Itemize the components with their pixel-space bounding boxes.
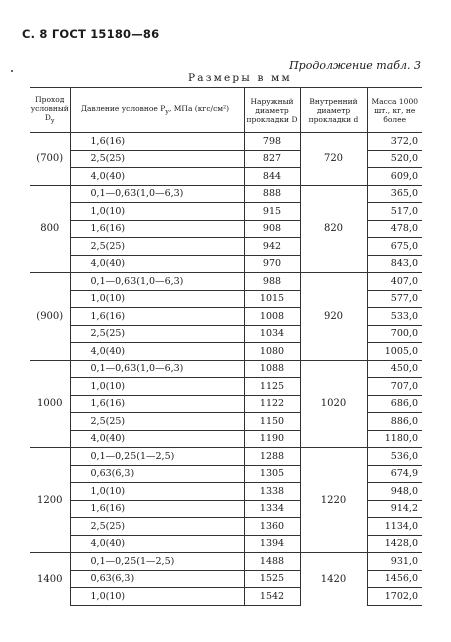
mass-cell: 533,0 (367, 308, 422, 326)
outer-diameter-cell: 908 (244, 220, 300, 238)
scan-speck (11, 70, 13, 72)
outer-diameter-cell: 888 (244, 185, 300, 203)
inner-diameter-cell: 720 (300, 133, 367, 186)
page-header: С. 8 ГОСТ 15180—86 (22, 27, 160, 41)
inner-diameter-cell: 1220 (300, 448, 367, 553)
pressure-cell: 2,5(25) (70, 150, 244, 168)
pressure-cell: 2,5(25) (70, 518, 244, 536)
outer-diameter-cell: 1034 (244, 325, 300, 343)
pressure-cell: 1,0(10) (70, 588, 244, 606)
outer-diameter-cell: 844 (244, 168, 300, 186)
table-row (30, 448, 422, 466)
outer-diameter-cell: 1125 (244, 378, 300, 396)
outer-diameter-cell: 1190 (244, 430, 300, 448)
nominal-bore-cell: (700) (30, 133, 70, 186)
mass-cell: 365,0 (367, 185, 422, 203)
inner-diameter-cell: 1420 (300, 553, 367, 606)
outer-diameter-cell: 1305 (244, 465, 300, 483)
table-body (30, 133, 422, 606)
outer-diameter-cell: 1015 (244, 290, 300, 308)
col-header-outer-diameter: Наружный диаметр прокладки D (244, 88, 300, 133)
mass-cell: 609,0 (367, 168, 422, 186)
pressure-cell: 1,0(10) (70, 203, 244, 221)
outer-diameter-cell: 1360 (244, 518, 300, 536)
col-header-nominal-bore: Проход условный $D_у$ (30, 88, 70, 133)
nominal-bore-cell: 800 (30, 185, 70, 273)
mass-cell: 686,0 (367, 395, 422, 413)
pressure-cell: 1,0(10) (70, 483, 244, 501)
table-row (30, 273, 422, 291)
outer-diameter-cell: 970 (244, 255, 300, 273)
inner-diameter-cell: 1020 (300, 360, 367, 448)
mass-cell: 843,0 (367, 255, 422, 273)
mass-cell: 577,0 (367, 290, 422, 308)
pressure-cell: 4,0(40) (70, 430, 244, 448)
outer-diameter-cell: 1122 (244, 395, 300, 413)
pressure-cell: 1,0(10) (70, 290, 244, 308)
pressure-cell: 1,6(16) (70, 133, 244, 151)
continuation-caption: Продолжение табл. 3 (289, 59, 421, 72)
pressure-cell: 0,1—0,25(1—2,5) (70, 553, 244, 571)
outer-diameter-cell: 1288 (244, 448, 300, 466)
pressure-cell: 0,1—0,63(1,0—6,3) (70, 273, 244, 291)
col-header-inner-diameter: Внутренний диаметр прокладки d (300, 88, 367, 133)
pressure-cell: 0,1—0,25(1—2,5) (70, 448, 244, 466)
mass-cell: 1180,0 (367, 430, 422, 448)
mass-cell: 1428,0 (367, 535, 422, 553)
mass-cell: 372,0 (367, 133, 422, 151)
mass-cell: 914,2 (367, 500, 422, 518)
outer-diameter-cell: 1488 (244, 553, 300, 571)
nominal-bore-cell: (900) (30, 273, 70, 361)
pressure-cell: 0,1—0,63(1,0—6,3) (70, 360, 244, 378)
col-header-mass: Масса 1000 шт., кг, не более (367, 88, 422, 133)
pressure-cell: 1,6(16) (70, 308, 244, 326)
table-row (30, 553, 422, 571)
outer-diameter-cell: 1394 (244, 535, 300, 553)
mass-cell: 1134,0 (367, 518, 422, 536)
table-row (30, 185, 422, 203)
pressure-cell: 1,0(10) (70, 378, 244, 396)
pressure-cell: 1,6(16) (70, 220, 244, 238)
mass-cell: 450,0 (367, 360, 422, 378)
pressure-cell: 0,63(6,3) (70, 465, 244, 483)
pressure-cell: 4,0(40) (70, 343, 244, 361)
outer-diameter-cell: 942 (244, 238, 300, 256)
pressure-cell: 0,63(6,3) (70, 570, 244, 588)
mass-cell: 407,0 (367, 273, 422, 291)
outer-diameter-cell: 1542 (244, 588, 300, 606)
nominal-bore-cell: 1400 (37, 573, 63, 585)
table-row (30, 133, 422, 151)
mass-cell: 1456,0 (367, 570, 422, 588)
pressure-cell: 0,1—0,63(1,0—6,3) (70, 185, 244, 203)
table-header-row (30, 88, 422, 133)
inner-diameter-cell: 820 (300, 185, 367, 273)
pressure-cell: 1,6(16) (70, 395, 244, 413)
nominal-bore-cell: 1000 (30, 360, 70, 448)
outer-diameter-cell: 1008 (244, 308, 300, 326)
mass-cell: 707,0 (367, 378, 422, 396)
pressure-cell: 2,5(25) (70, 238, 244, 256)
outer-diameter-cell: 798 (244, 133, 300, 151)
outer-diameter-cell: 1088 (244, 360, 300, 378)
col-header-pressure: Давление условное $P_у$, МПа (кгс/см²) (70, 88, 244, 133)
mass-cell: 1005,0 (367, 343, 422, 361)
outer-diameter-cell: 1080 (244, 343, 300, 361)
outer-diameter-cell: 988 (244, 273, 300, 291)
outer-diameter-cell: 915 (244, 203, 300, 221)
pressure-cell: 2,5(25) (70, 413, 244, 431)
pressure-cell: 1,6(16) (70, 500, 244, 518)
mass-cell: 886,0 (367, 413, 422, 431)
nominal-bore-cell: 1200 (30, 448, 70, 553)
pressure-cell: 4,0(40) (70, 535, 244, 553)
outer-diameter-cell: 1150 (244, 413, 300, 431)
mass-cell: 675,0 (367, 238, 422, 256)
mass-cell: 948,0 (367, 483, 422, 501)
sizes-caption: Размеры в мм (188, 72, 292, 84)
mass-cell: 931,0 (367, 553, 422, 571)
pressure-cell: 4,0(40) (70, 255, 244, 273)
outer-diameter-cell: 1525 (244, 570, 300, 588)
pressure-cell: 2,5(25) (70, 325, 244, 343)
outer-diameter-cell: 1338 (244, 483, 300, 501)
mass-cell: 536,0 (367, 448, 422, 466)
mass-cell: 1702,0 (367, 588, 422, 606)
mass-cell: 517,0 (367, 203, 422, 221)
pressure-cell: 4,0(40) (70, 168, 244, 186)
outer-diameter-cell: 1334 (244, 500, 300, 518)
mass-cell: 520,0 (367, 150, 422, 168)
inner-diameter-cell: 920 (300, 273, 367, 361)
outer-diameter-cell: 827 (244, 150, 300, 168)
mass-cell: 478,0 (367, 220, 422, 238)
gasket-dimensions-table (30, 87, 422, 606)
mass-cell: 674,9 (367, 465, 422, 483)
mass-cell: 700,0 (367, 325, 422, 343)
table-row (30, 360, 422, 378)
